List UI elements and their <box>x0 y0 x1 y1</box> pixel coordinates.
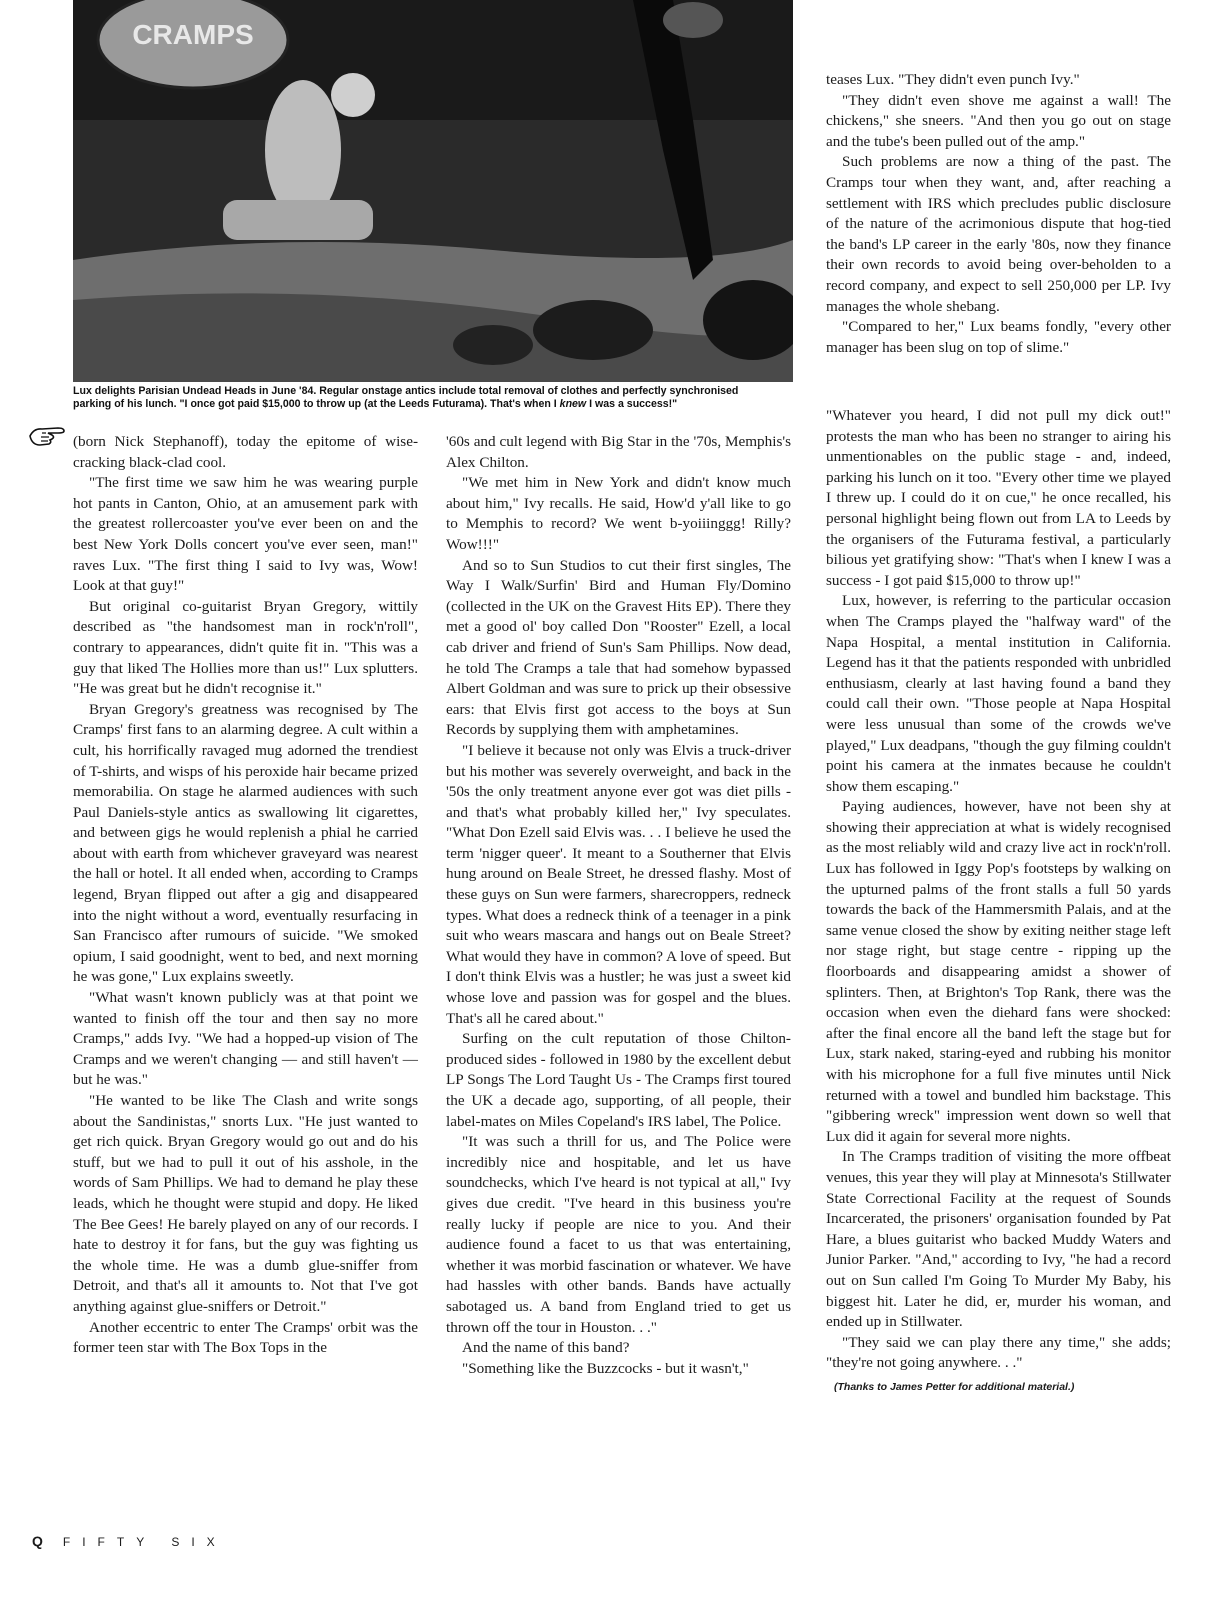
paragraph: "They said we can play there any time," she adds; "they're not going anywhere. . ." <box>826 1333 1171 1372</box>
paragraph: Such problems are now a thing of the past. The Cramps tour when they want, and, after reaching a settlement with IRS which precludes public disclosure of the nature of the acrimonious dispute that hog-tied the band's LP career in the early '80s, now they finance their own records to avoid being over-beholden to a record company, and expect to sell 250,000 per LP. Ivy manages the whole shebang. <box>826 153 1171 315</box>
paragraph: '60s and cult legend with Big Star in the '70s, Memphis's Alex Chilton. <box>446 433 791 471</box>
credit-note: (Thanks to James Petter for additional material.) <box>834 1380 1075 1393</box>
paragraph: "It was such a thrill for us, and The Police were incredibly nice and hospitable, and let us have soundchecks, which I've heard is not typical at all," Ivy gives due credit. "I've heard in this business you're really lucky if people are nice to you. And their audience found a facet to us that was entertaining, whether it was morbid fascination or whatever. We have had hassles with other bands. Bands have actually sabotaged us. A band from England tried to get us thrown off the tour in Houston. . ." <box>446 1133 791 1336</box>
paragraph: "We met him in New York and didn't know much about him," Ivy recalls. He said, How'd y'all like to go to Memphis to record? We went b-yoiiinggg! Rilly? Wow!!!" <box>446 474 791 553</box>
paragraph: Another eccentric to enter The Cramps' orbit was the former teen star with The Box Tops in the <box>73 1318 418 1357</box>
paragraph: Paying audiences, however, have not been shy at showing their appreciation at what is widely recognised as the most reliably wild and crazy live act in rock'n'roll. Lux has followed in Iggy Pop's footsteps by walking on the upturned palms of the front stalls a full 50 yards towards the back of the Hammersmith Palais, and at the same venue closed the show by exiting neither stage left nor stage right, but stage centre - ripping up the floorboards and disappearing amidst a shower of splinters. Then, at Brighton's Top Rank, there was the occasion when even the diehard fans were shocked: after the final encore all the band left the stage but for Lux, stark naked, staring-eyed and rubbing his monitor with his microphone for a full five minutes until Nick returned with a towel and bundled him backstage. This "gibbering wreck" impression went down so well that Lux did it again for several more nights. <box>826 798 1171 1145</box>
column-3-top <box>826 70 1171 358</box>
page-folio <box>32 1533 227 1549</box>
caption-line-1: Lux delights Parisian Undead Heads in June '84. Regular onstage antics include total removal of clothes and perfectly synchronised <box>73 385 739 397</box>
paragraph: "Whatever you heard, I did not pull my dick out!" protests the man who has been no stranger to airing his unmentionables on the public stage - and, indeed, parking his lunch on it too. "Every other time we played I threw up. I could do it on cue," he once recalled, his personal highlight being flown out from LA to Leeds by the organisers of the Futurama festival, a particularly bilious yet gratifying show: "That's when I knew I was a success - I got paid $15,000 to throw up!" <box>826 407 1171 589</box>
paragraph: "I believe it because not only was Elvis a truck-driver but his mother was severely overweight, and back in the '50s the only treatment anyone ever got was diet pills - and that's what probably killed her," Ivy speculates. "What Don Ezell said Elvis was. . . I believe he used the term 'nigger queer'. It meant to a Southerner that Elvis hung around on Beale Street, he dressed flashy. Most of these guys on Sun were farmers, sharecroppers, redneck types. What does a redneck think of a teenager in a pink suit who wears mascara and hangs out on Beale Street? What would they have in common? A love of speed. But I don't think Elvis was a hustler; he was just a sweet kid whose love and passion was for gospel and the blues. That's all he cared about." <box>446 741 791 1027</box>
drum-logo: CRAMPS <box>132 19 254 50</box>
paragraph: In The Cramps tradition of visiting the more offbeat venues, this year they will play at Minnesota's Stillwater State Correctional Facility at the request of Sounds Incarcerated, the prisoners' organisation founded by Pat Hare, a blues guitarist who backed Muddy Waters and Junior Parker. "And," according to Ivy, "he had a record out on Sun called I'm Going To Murder My Baby, his biggest hit. Later he did, er, murder his woman, and ended up in Stillwater. <box>826 1148 1171 1331</box>
caption-line-2a: parking of his lunch. "I once got paid $15,000 to throw up (at the Leeds Futurama). That's when I <box>73 398 560 410</box>
column-1 <box>73 432 418 1359</box>
paragraph: But original co-guitarist Bryan Gregory, wittily described as "the handsomest man in rock'n'roll", contrary to appearances, didn't quite fit in. "This was a guy that liked The Hollies more than us!" Lux splutters. "He was great but he didn't recognise it." <box>73 597 418 698</box>
photo-caption <box>73 385 798 411</box>
paragraph: "They didn't even shove me against a wall! The chickens," she sneers. "And then you go out on stage and the tube's been pulled out of the amp." <box>826 91 1171 150</box>
paragraph: (born Nick Stephanoff), today the epitome of wise-cracking black-clad cool. <box>73 433 418 471</box>
caption-line-2 <box>73 398 798 411</box>
paragraph: Bryan Gregory's greatness was recognised by The Cramps' first fans to an alarming degree. A cult within a cult, his horrifically ravaged mug adorned the trendiest of T-shirts, and wisps of his peroxide hair became prized memorabilia. On stage he alarmed audiences with such Paul Daniels-style antics as swallowing lit cigarettes, and between gigs he would replenish a phial he carried about with earth from whichever graveyard was nearest the hall or hotel. It all ended when, according to Cramps legend, Bryan flipped out after a gig and disappeared into the night without a word, eventually resurfacing in San Francisco after rumours of suicide. "We smoked opium, I said goodnight, went to bed, and next morning he was gone," Lux explains sweetly. <box>73 700 418 986</box>
paragraph: "Compared to her," Lux beams fondly, "every other manager has been slug on top of slime." <box>826 318 1171 356</box>
paragraph: "What wasn't known publicly was at that point we wanted to finish off the tour and then say no more Cramps," adds Ivy. "We had a hopped-up vision of The Cramps and we weren't changing — and still haven't — but he was." <box>73 989 418 1089</box>
column-3-bottom <box>826 406 1171 1398</box>
pointing-hand-icon <box>28 420 68 450</box>
column-2 <box>446 432 791 1379</box>
paragraph: "The first time we saw him he was wearing purple hot pants in Canton, Ohio, at an amusement park with the greatest rollercoaster you've ever been on and the best New York Dolls concert you've ever seen, man!" raves Lux. "The first thing I said to Ivy was, Wow! Look at that guy!" <box>73 474 418 595</box>
paragraph: "Something like the Buzzcocks - but it wasn't," <box>462 1359 749 1377</box>
page-number-word: FIFTY SIX <box>62 1535 227 1549</box>
concert-photo <box>73 0 793 382</box>
concert-photo-art <box>73 0 793 382</box>
paragraph: And so to Sun Studios to cut their first singles, The Way I Walk/Surfin' Bird and Human Fly/Domino (collected in the UK on the Gravest Hits EP). There they met a good ol' boy called Don "Rooster" Ezell, a local cab driver and friend of Sun's Sam Phillips. Now dead, he told The Cramps a tale that had somehow bypassed Albert Goldman and was sure to prick up their obsessive ears: that Elvis first got access to the boys at Sun Records by supplying them with amphetamines. <box>446 556 791 739</box>
caption-emphasis: knew <box>559 398 587 410</box>
paragraph: "He wanted to be like The Clash and write songs about the Sandinistas," snorts Lux. "He just wanted to get rich quick. Bryan Gregory would go out and do his stuff, but we had to pull it out of his asshole, in the words of Sam Phillips. We had to demand he play these leads, which he thought were stupid and dopy. He liked The Bee Gees! He barely played on any of our records. I hate to destroy it for fans, but the guy was fighting us the whole time. He was a dumb glue-sniffer from Detroit, and that's all it amounts to. Not that I've got anything against glue-sniffers or Detroit." <box>73 1092 418 1315</box>
caption-line-2b: I was a success!" <box>586 398 678 410</box>
paragraph: teases Lux. "They didn't even punch Ivy." <box>826 71 1080 88</box>
magazine-logo: Q <box>32 1533 43 1549</box>
paragraph: Lux, however, is referring to the particular occasion when The Cramps played the "halfway ward" of the Napa Hospital, a mental institution in California. Legend has it that the patients responded with unbridled enthusiasm, clearly at last having found a band they could call their own. "Those people at Napa Hospital were less unusual than some of the crowds we've played," Lux deadpans, "though the guy filming couldn't point his camera at the inmates because he couldn't show them escaping." <box>826 592 1171 795</box>
paragraph: And the name of this band? <box>462 1339 630 1357</box>
paragraph: Surfing on the cult reputation of those Chilton-produced sides - followed in 1980 by the excellent debut LP Songs The Lord Taught Us - The Cramps first toured the UK a decade ago, supporting, of all people, their label-mates on Miles Copeland's IRS label, The Police. <box>446 1030 791 1130</box>
